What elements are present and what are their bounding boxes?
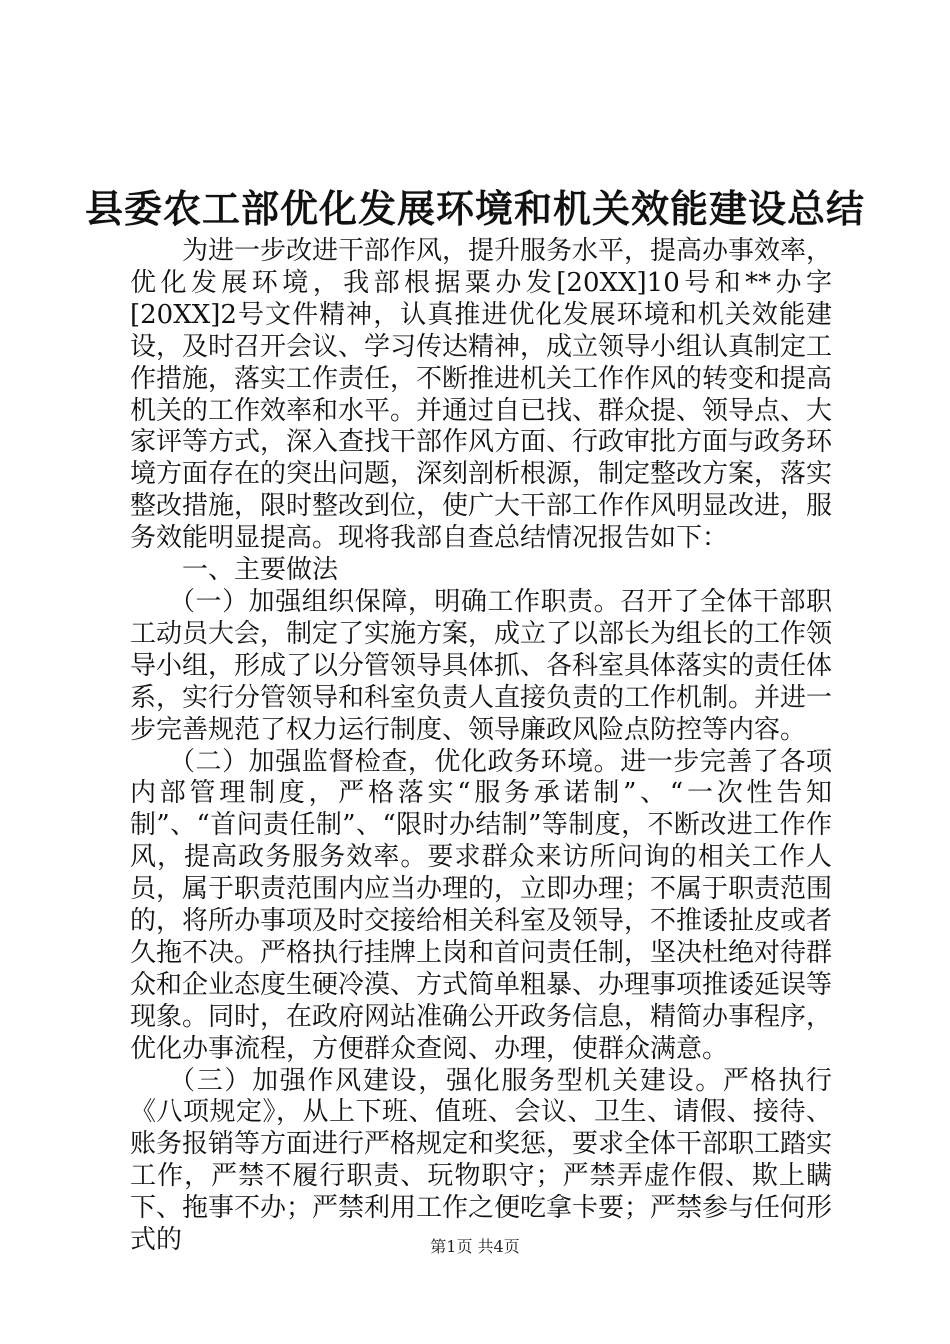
paragraph-item-2: （二）加强监督检查，优化政务环境。进一步完善了各项内部管理制度，严格落实“服务承诺制”、“一次性告知制”、“首问责任制”、“限时办结制”等制度，不断改进工作作风，提高政务服务效率。要求群众来访所问询的相关工作人员，属于职责范围内应当办理的，立即办理；不属于职责范围的，将所办事项及时交接给相关科室及领导，不推诿扯皮或者久拖不决。严格执行挂牌上岗和首问责任制，坚决杜绝对待群众和企业态度生硬冷漠、方式简单粗暴、办理事项推诿延误等现象。同时，在政府网站准确公开政务信息，精简办事程序，优化办事流程，方便群众查阅、办理，使群众满意。: [130, 746, 833, 1064]
paragraph-item-3: （三）加强作风建设，强化服务型机关建设。严格执行《八项规定》，从上下班、值班、会议、卫生、请假、接待、账务报销等方面进行严格规定和奖惩，要求全体干部职工踏实工作，严禁不履行职责、玩物职守；严禁弄虚作假、欺上瞒下、拖事不办；严禁利用工作之便吃拿卡要；严禁参与任何形式的: [130, 1065, 833, 1256]
document-title: 县委农工部优化发展环境和机关效能建设总结: [84, 186, 865, 231]
document-body: [130, 236, 832, 1257]
paragraph-item-1: （一）加强组织保障，明确工作职责。召开了全体干部职工动员大会，制定了实施方案，成立了以部长为组长的工作领导小组，形成了以分管领导具体抓、各科室具体落实的责任体系，实行分管领导和科室负责人直接负责的工作机制。并进一步完善规范了权力运行制度、领导廉政风险点防控等内容。: [130, 586, 833, 745]
page-footer: 第1页 共4页: [430, 1237, 520, 1256]
intro-paragraph: 为进一步改进干部作风，提升服务水平，提高办事效率，优化发展环境，我部根据粟办发[20XX]10号和**办字[20XX]2号文件精神，认真推进优化发展环境和机关效能建设，及时召开会议、学习传达精神，成立领导小组认真制定工作措施，落实工作责任，不断推进机关工作作风的转变和提高机关的工作效率和水平。并通过自已找、群众提、领导点、大家评等方式，深入查找干部作风方面、行政审批方面与政务环境方面存在的突出问题，深刻剖析根源，制定整改方案，落实整改措施，限时整改到位，使广大干部工作作风明显改进，服务效能明显提高。现将我部自查总结情况报告如下：: [130, 236, 833, 554]
section-heading: 一、主要做法: [182, 555, 339, 586]
